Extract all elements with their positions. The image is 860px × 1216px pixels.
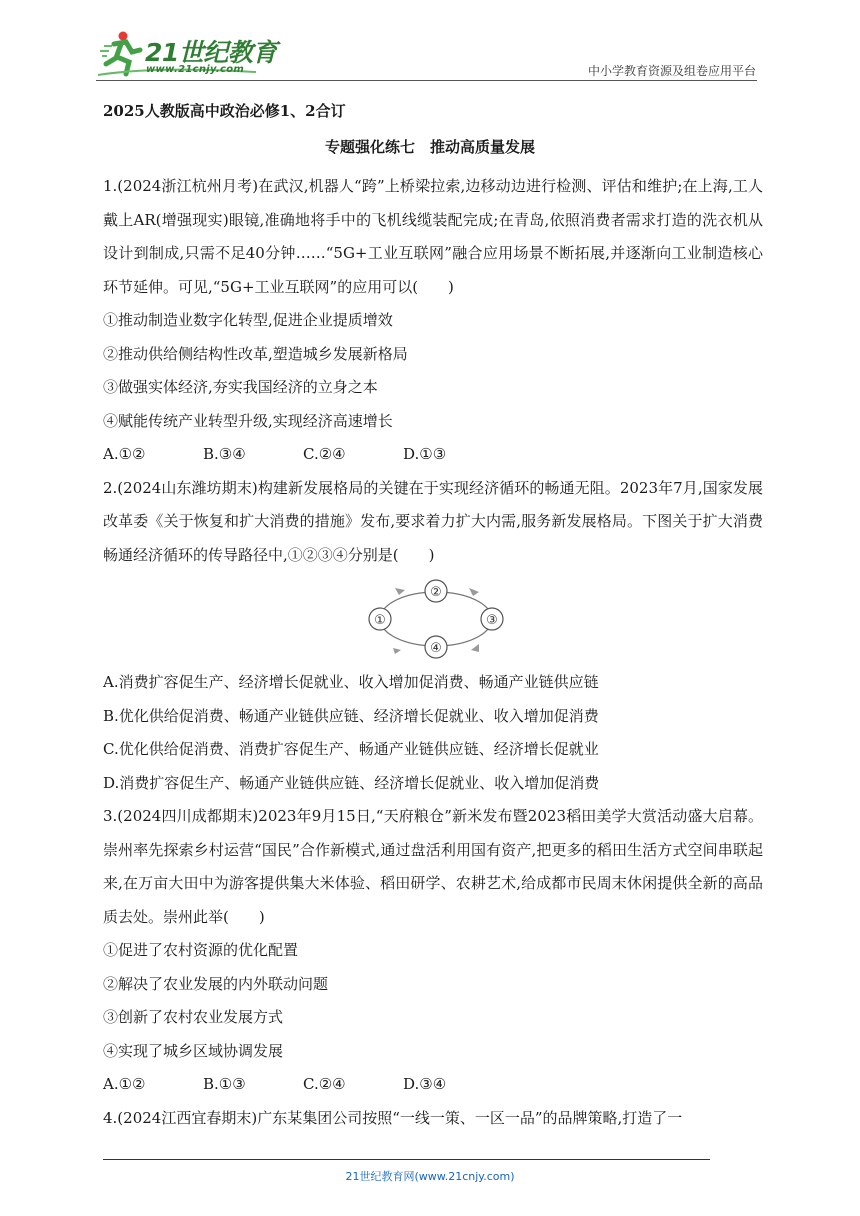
question-3-option: ③创新了农村农业发展方式 xyxy=(103,1008,284,1026)
choice-a: A.①② xyxy=(103,1075,146,1093)
document-title: 2025人教版高中政治必修1、2合订 xyxy=(103,102,346,120)
choice-b: B.①③ xyxy=(203,1075,246,1093)
question-3-option: ④实现了城乡区域协调发展 xyxy=(103,1041,284,1060)
question-2-option-d: D.消费扩容促生产、畅通产业链供应链、经济增长促就业、收入增加促消费 xyxy=(103,773,600,792)
choice-c: C.②④ xyxy=(303,1075,346,1093)
question-2-option-a: A.消费扩容促生产、经济增长促就业、收入增加促消费、畅通产业链供应链 xyxy=(103,673,599,691)
question-1-option: ①推动制造业数字化转型,促进企业提质增效 xyxy=(103,311,393,329)
diagram-node-1 xyxy=(369,608,391,630)
svg-text:①: ① xyxy=(374,613,386,628)
question-2-stem: 2.(2024山东潍坊期末)构建新发展格局的关键在于实现经济循环的畅通无阻。2023年7月,国家发展改革委《关于恢复和扩大消费的措施》发布,要求着力扩大内需,服务新发展格局。下图关于扩大消费畅通经济循环的传导路径中,①②③④分别是( ) xyxy=(103,478,763,564)
diagram-node-2 xyxy=(425,580,447,602)
question-1-option: ③做强实体经济,夯实我国经济的立身之本 xyxy=(103,378,378,396)
logo-url-text: www.21cnjy.com xyxy=(146,64,245,75)
svg-text:②: ② xyxy=(430,585,442,600)
diagram-node-3 xyxy=(481,608,503,630)
logo-brand-text: 21世纪教育 xyxy=(145,38,277,67)
section-title: 专题强化练七 推动高质量发展 xyxy=(324,138,535,156)
question-1-stem: 1.(2024浙江杭州月考)在武汉,机器人“跨”上桥梁拉索,边移动边进行检测、评估和维护;在上海,工人戴上AR(增强现实)眼镜,准确地将手中的飞机线缆装配完成;在青岛,依照消费者需求打造的洗衣机从设计到制成,只需不足40分钟……“5G+工业互联网”融合应用场景不断拓展,并逐渐向工业制造核心环节延伸。可见,“5G+工业互联网”的应用可以( ) xyxy=(103,177,763,296)
diagram-node-4 xyxy=(425,636,447,658)
question-1-option: ②推动供给侧结构性改革,塑造城乡发展新格局 xyxy=(103,344,408,363)
choice-c: C.②④ xyxy=(303,445,346,463)
choice-d: D.①③ xyxy=(403,445,447,463)
question-3-stem: 3.(2024四川成都期末)2023年9月15日,“天府粮仓”新米发布暨2023稻田美学大赏活动盛大启幕。崇州率先探索乡村运营“国民”合作新模式,通过盘活利用国有资产,把更多的稻田生活方式空间串联起来,在万亩大田中为游客提供集大米体验、稻田研学、农耕艺术,给成都市民周末休闲提供全新的高品质去处。崇州此举( ) xyxy=(103,807,763,926)
question-2-option-b: B.优化供给促消费、畅通产业链供应链、经济增长促就业、收入增加促消费 xyxy=(103,706,599,725)
question-3-choices xyxy=(103,1068,763,1102)
choice-b: B.③④ xyxy=(203,445,246,463)
choice-a: A.①② xyxy=(103,445,146,463)
economic-cycle-diagram xyxy=(361,578,511,660)
question-4-stem: 4.(2024江西宜春期末)广东某集团公司按照“一线一策、一区一品”的品牌策略,打造了一 xyxy=(103,1108,683,1127)
header-divider xyxy=(96,80,757,81)
question-list xyxy=(103,170,763,1135)
footer-divider xyxy=(103,1159,710,1160)
question-3-option: ②解决了农业发展的内外联动问题 xyxy=(103,974,329,993)
question-3-option: ①促进了农村资源的优化配置 xyxy=(103,941,299,959)
svg-text:③: ③ xyxy=(486,613,498,628)
svg-text:④: ④ xyxy=(430,641,442,656)
question-1-choices xyxy=(103,438,763,472)
footer-link[interactable]: 21世纪教育网(www.21cnjy.com) xyxy=(345,1170,515,1183)
choice-d: D.③④ xyxy=(403,1075,447,1093)
question-2-option-c: C.优化供给促消费、消费扩容促生产、畅通产业链供应链、经济增长促就业 xyxy=(103,740,599,758)
platform-tagline: 中小学教育资源及组卷应用平台 xyxy=(587,64,756,78)
question-1-option: ④赋能传统产业转型升级,实现经济高速增长 xyxy=(103,411,393,430)
